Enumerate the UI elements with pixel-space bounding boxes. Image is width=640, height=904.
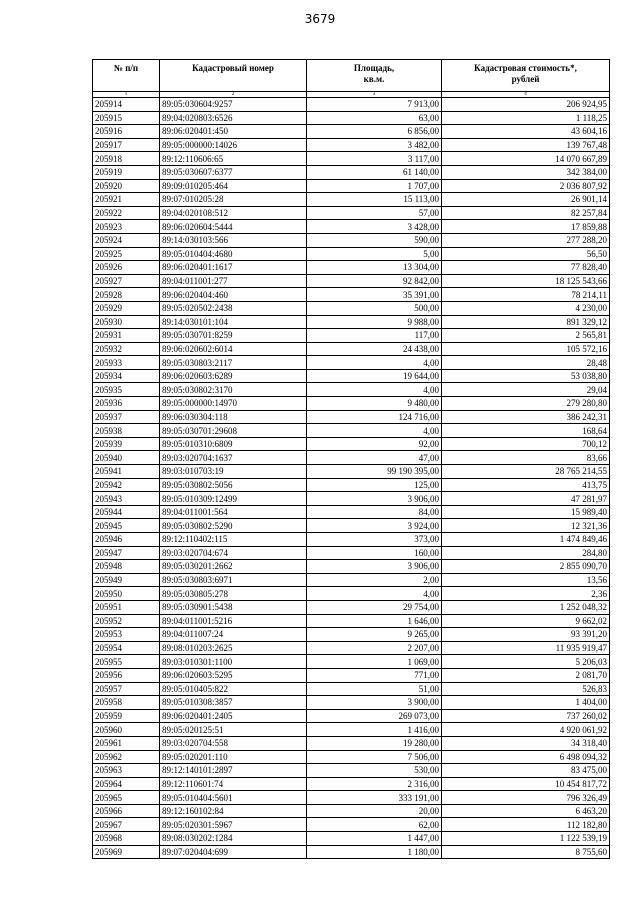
area-cell: 1 416,00 [307,723,442,737]
cadastral-number-cell: 89:09:010205:464 [160,179,307,193]
cost-cell: 77 828,40 [442,261,610,275]
table-row [93,791,610,805]
cadastral-number-cell: 89:05:010404:5601 [160,791,307,805]
cadastral-number-cell: 89:05:020502:2438 [160,301,307,315]
cadastral-number-cell: 89:04:011007:24 [160,628,307,642]
row-index-cell: 205956 [93,668,160,682]
row-index-cell: 205923 [93,220,160,234]
row-index-cell: 205965 [93,791,160,805]
row-index-cell: 205919 [93,165,160,179]
row-index-cell: 205944 [93,505,160,519]
table-row [93,573,610,587]
table-row [93,696,610,710]
area-cell: 4,00 [307,356,442,370]
area-cell: 51,00 [307,682,442,696]
area-cell: 3 428,00 [307,220,442,234]
table-row [93,614,610,628]
cost-cell: 105 572,16 [442,342,610,356]
cadastral-number-cell: 89:05:030803:2117 [160,356,307,370]
cadastral-number-cell: 89:04:011001:5216 [160,614,307,628]
page-number: 3679 [304,12,336,26]
row-index-cell: 205926 [93,261,160,275]
cadastral-number-cell: 89:03:020704:674 [160,546,307,560]
area-cell: 15 113,00 [307,193,442,207]
cadastral-number-cell: 89:05:010308:3857 [160,696,307,710]
row-index-cell: 205948 [93,560,160,574]
row-index-cell: 205935 [93,383,160,397]
cost-cell: 284,80 [442,546,610,560]
row-index-cell: 205940 [93,451,160,465]
cost-cell: 413,75 [442,478,610,492]
row-index-cell: 205966 [93,804,160,818]
row-index-cell: 205951 [93,600,160,614]
header-index-label: № п/п [113,63,139,73]
cost-cell: 56,50 [442,247,610,261]
cost-cell: 139 767,48 [442,138,610,152]
cost-cell: 737 260,02 [442,709,610,723]
table-row [93,668,610,682]
cadastral-number-cell: 89:06:020401:450 [160,125,307,139]
cost-cell: 2 036 807,92 [442,179,610,193]
cost-cell: 12 321,36 [442,519,610,533]
row-index-cell: 205964 [93,777,160,791]
row-index-cell: 205930 [93,315,160,329]
row-index-cell: 205932 [93,342,160,356]
row-index-cell: 205950 [93,587,160,601]
cadastral-number-cell: 89:12:110601:74 [160,777,307,791]
row-index-cell: 205955 [93,655,160,669]
row-index-cell: 205960 [93,723,160,737]
cadastral-number-cell: 89:05:030802:5056 [160,478,307,492]
row-index-cell: 205954 [93,641,160,655]
cadastral-number-cell: 89:05:030802:5290 [160,519,307,533]
area-cell: 771,00 [307,668,442,682]
cadastral-number-cell: 89:05:030604:9257 [160,98,307,112]
area-cell: 125,00 [307,478,442,492]
area-cell: 7 506,00 [307,750,442,764]
cost-cell: 891 329,12 [442,315,610,329]
row-index-cell: 205957 [93,682,160,696]
cost-cell: 29,04 [442,383,610,397]
row-index-cell: 205953 [93,628,160,642]
cadastral-number-cell: 89:12:160102:84 [160,804,307,818]
row-index-cell: 205968 [93,832,160,846]
row-index-cell: 205949 [93,573,160,587]
header-area: Площадь, кв.м. [307,60,442,92]
row-index-cell: 205925 [93,247,160,261]
table-row [93,600,610,614]
cost-cell: 11 935 919,47 [442,641,610,655]
row-index-cell: 205962 [93,750,160,764]
table-row [93,424,610,438]
area-cell: 3 906,00 [307,492,442,506]
cadastral-number-cell: 89:12:110606:65 [160,152,307,166]
cadastral-number-cell: 89:03:020704:558 [160,736,307,750]
cadastral-number-cell: 89:05:030607:6377 [160,165,307,179]
cadastral-number-cell: 89:05:010309:12499 [160,492,307,506]
row-index-cell: 205928 [93,288,160,302]
cadastral-number-cell: 89:05:030805:278 [160,587,307,601]
table-row [93,220,610,234]
row-index-cell: 205952 [93,614,160,628]
cadastral-number-cell: 89:05:000000:14026 [160,138,307,152]
table-row [93,655,610,669]
cost-cell: 168,64 [442,424,610,438]
column-number: 2 [160,92,307,98]
table-row [93,478,610,492]
row-index-cell: 205929 [93,301,160,315]
cost-cell: 83 475,00 [442,764,610,778]
table-row [93,261,610,275]
row-index-cell: 205939 [93,437,160,451]
table-row [93,301,610,315]
area-cell: 1 707,00 [307,179,442,193]
row-index-cell: 205920 [93,179,160,193]
cost-cell: 6 498 094,32 [442,750,610,764]
area-cell: 62,00 [307,818,442,832]
cadastral-number-cell: 89:06:020604:5444 [160,220,307,234]
area-cell: 99 190 395,00 [307,465,442,479]
row-index-cell: 205941 [93,465,160,479]
row-index-cell: 205961 [93,736,160,750]
cadastral-number-cell: 89:08:030202:1284 [160,832,307,846]
table-row [93,465,610,479]
table-row [93,383,610,397]
area-cell: 590,00 [307,233,442,247]
table-row [93,750,610,764]
table-row [93,138,610,152]
cadastral-number-cell: 89:06:020602:6014 [160,342,307,356]
table-row [93,533,610,547]
table-row [93,832,610,846]
cost-cell: 386 242,31 [442,410,610,424]
cost-cell: 15 989,40 [442,505,610,519]
row-index-cell: 205927 [93,274,160,288]
row-index-cell: 205938 [93,424,160,438]
cadastral-number-cell: 89:05:030201:2662 [160,560,307,574]
cadastral-number-cell: 89:06:030304:118 [160,410,307,424]
table-row [93,560,610,574]
table-row [93,342,610,356]
table-row [93,641,610,655]
cadastral-number-cell: 89:07:020404:699 [160,845,307,859]
area-cell: 61 140,00 [307,165,442,179]
row-index-cell: 205931 [93,329,160,343]
area-cell: 19 280,00 [307,736,442,750]
area-cell: 20,00 [307,804,442,818]
cadastral-number-cell: 89:06:020401:1617 [160,261,307,275]
row-index-cell: 205915 [93,111,160,125]
row-index-cell: 205946 [93,533,160,547]
cadastral-number-cell: 89:04:020803:6526 [160,111,307,125]
cost-cell: 8 755,60 [442,845,610,859]
cadastral-number-cell: 89:05:030802:3170 [160,383,307,397]
row-index-cell: 205914 [93,98,160,112]
row-index-cell: 205924 [93,233,160,247]
row-index-cell: 205942 [93,478,160,492]
row-index-cell: 205921 [93,193,160,207]
row-index-cell: 205917 [93,138,160,152]
row-index-cell: 205933 [93,356,160,370]
cost-cell: 526,83 [442,682,610,696]
table-row [93,111,610,125]
area-cell: 2 316,00 [307,777,442,791]
area-cell: 373,00 [307,533,442,547]
table-row [93,125,610,139]
cost-cell: 83,66 [442,451,610,465]
cadastral-number-cell: 89:05:010404:4680 [160,247,307,261]
area-cell: 2 207,00 [307,641,442,655]
cadastral-number-cell: 89:12:110402:115 [160,533,307,547]
row-index-cell: 205963 [93,764,160,778]
row-index-cell: 205916 [93,125,160,139]
area-cell: 1 447,00 [307,832,442,846]
table-row [93,804,610,818]
cost-cell: 112 182,80 [442,818,610,832]
row-index-cell: 205934 [93,369,160,383]
area-cell: 9 480,00 [307,397,442,411]
cadastral-number-cell: 89:07:010205:28 [160,193,307,207]
row-index-cell: 205936 [93,397,160,411]
header-cadastral-number [160,60,307,92]
table-row [93,165,610,179]
row-index-cell: 205967 [93,818,160,832]
table-body [93,98,610,859]
table-row [93,451,610,465]
header-cadastral-number-label: Кадастровый номер [192,63,274,73]
cost-cell: 2,36 [442,587,610,601]
area-cell: 1 180,00 [307,845,442,859]
cadastral-number-cell: 89:03:010301:1100 [160,655,307,669]
cost-cell: 53 038,80 [442,369,610,383]
cadastral-number-cell: 89:03:010703:19 [160,465,307,479]
column-number: 3 [307,92,442,98]
table-row [93,206,610,220]
cadastral-number-cell: 89:04:020108:512 [160,206,307,220]
cadastral-number-cell: 89:05:000000:14970 [160,397,307,411]
table-row [93,587,610,601]
table-row [93,98,610,112]
header-index [93,60,160,92]
table-row [93,193,610,207]
area-cell: 3 900,00 [307,696,442,710]
cadastral-number-cell: 89:05:020201:110 [160,750,307,764]
cadastral-number-cell: 89:05:030803:6971 [160,573,307,587]
cost-cell: 13,56 [442,573,610,587]
row-index-cell: 205943 [93,492,160,506]
table-row [93,777,610,791]
cost-cell: 2 855 090,70 [442,560,610,574]
row-index-cell: 205918 [93,152,160,166]
row-index-cell: 205937 [93,410,160,424]
cost-cell: 1 122 539,19 [442,832,610,846]
cost-cell: 2 081,70 [442,668,610,682]
cost-cell: 796 326,49 [442,791,610,805]
area-cell: 333 191,00 [307,791,442,805]
cost-cell: 1 252 048,32 [442,600,610,614]
cadastral-table [92,59,610,859]
header-row [93,60,610,92]
cost-cell: 34 318,40 [442,736,610,750]
cost-cell: 700,12 [442,437,610,451]
cadastral-number-cell: 89:06:020404:460 [160,288,307,302]
cadastral-number-cell: 89:04:011001:277 [160,274,307,288]
cost-cell: 10 454 817,72 [442,777,610,791]
table-row [93,437,610,451]
cost-cell: 5 206,03 [442,655,610,669]
table-row [93,519,610,533]
table-row [93,492,610,506]
cost-cell: 4 920 061,92 [442,723,610,737]
table-row [93,628,610,642]
area-cell: 4,00 [307,424,442,438]
table-row [93,818,610,832]
area-cell: 1 069,00 [307,655,442,669]
table-row [93,274,610,288]
row-index-cell: 205922 [93,206,160,220]
cadastral-number-cell: 89:08:010203:2625 [160,641,307,655]
cost-cell: 4 230,00 [442,301,610,315]
area-cell: 3 924,00 [307,519,442,533]
cadastral-number-cell: 89:05:030901:5438 [160,600,307,614]
cadastral-number-cell: 89:04:011001:564 [160,505,307,519]
table-row [93,682,610,696]
column-number: 1 [93,92,160,98]
table-row [93,233,610,247]
area-cell: 19 644,00 [307,369,442,383]
cadastral-number-cell: 89:05:010310:6809 [160,437,307,451]
cost-cell: 47 281,97 [442,492,610,506]
area-cell: 3 117,00 [307,152,442,166]
area-cell: 500,00 [307,301,442,315]
area-cell: 57,00 [307,206,442,220]
area-cell: 47,00 [307,451,442,465]
area-cell: 5,00 [307,247,442,261]
cost-cell: 93 391,20 [442,628,610,642]
area-cell: 29 754,00 [307,600,442,614]
cost-cell: 26 901,14 [442,193,610,207]
cadastral-number-cell: 89:14:030103:566 [160,233,307,247]
table-row [93,764,610,778]
cost-cell: 17 859,88 [442,220,610,234]
cadastral-number-cell: 89:05:020301:5967 [160,818,307,832]
area-cell: 160,00 [307,546,442,560]
row-index-cell: 205958 [93,696,160,710]
header-cadastral-cost: Кадастровая стоимость*, рублей [442,60,610,92]
table-row [93,410,610,424]
table-row [93,356,610,370]
table-row [93,709,610,723]
cadastral-number-cell: 89:06:020603:6289 [160,369,307,383]
table-row [93,736,610,750]
table-row [93,505,610,519]
area-cell: 84,00 [307,505,442,519]
area-cell: 92 842,00 [307,274,442,288]
table-row [93,397,610,411]
column-number: 4 [442,92,610,98]
cadastral-number-cell: 89:05:030701:8259 [160,329,307,343]
cost-cell: 43 604,16 [442,125,610,139]
cost-cell: 6 463,20 [442,804,610,818]
table-row [93,723,610,737]
cost-cell: 28,48 [442,356,610,370]
table-row [93,546,610,560]
area-cell: 9 988,00 [307,315,442,329]
area-cell: 530,00 [307,764,442,778]
row-index-cell: 205945 [93,519,160,533]
table-row [93,315,610,329]
table-row [93,179,610,193]
area-cell: 13 304,00 [307,261,442,275]
area-cell: 269 073,00 [307,709,442,723]
cadastral-number-cell: 89:03:020704:1637 [160,451,307,465]
area-cell: 3 482,00 [307,138,442,152]
cadastral-number-cell: 89:05:030701:29608 [160,424,307,438]
area-cell: 6 856,00 [307,125,442,139]
cost-cell: 18 125 543,66 [442,274,610,288]
cost-cell: 1 118,25 [442,111,610,125]
cost-cell: 28 765 214,55 [442,465,610,479]
area-cell: 124 716,00 [307,410,442,424]
cost-cell: 78 214,11 [442,288,610,302]
cost-cell: 206 924,95 [442,98,610,112]
cadastral-number-cell: 89:06:020401:2405 [160,709,307,723]
area-cell: 63,00 [307,111,442,125]
cost-cell: 279 280,80 [442,397,610,411]
area-cell: 117,00 [307,329,442,343]
cost-cell: 14 070 667,89 [442,152,610,166]
area-cell: 7 913,00 [307,98,442,112]
table-row [93,329,610,343]
table-row [93,247,610,261]
area-cell: 24 438,00 [307,342,442,356]
cost-cell: 1 404,00 [442,696,610,710]
cost-cell: 2 565,81 [442,329,610,343]
row-index-cell: 205947 [93,546,160,560]
cost-cell: 342 384,00 [442,165,610,179]
cadastral-number-cell: 89:06:020603:5295 [160,668,307,682]
cost-cell: 1 474 849,46 [442,533,610,547]
cost-cell: 82 257,84 [442,206,610,220]
area-cell: 1 646,00 [307,614,442,628]
row-index-cell: 205959 [93,709,160,723]
area-cell: 9 265,00 [307,628,442,642]
table-row [93,288,610,302]
table-row [93,845,610,859]
area-cell: 4,00 [307,587,442,601]
area-cell: 92,00 [307,437,442,451]
cadastral-number-cell: 89:05:020125:51 [160,723,307,737]
area-cell: 2,00 [307,573,442,587]
cadastral-number-cell: 89:12:140101:2897 [160,764,307,778]
cost-cell: 9 662,02 [442,614,610,628]
area-cell: 35 391,00 [307,288,442,302]
table-row [93,369,610,383]
row-index-cell: 205969 [93,845,160,859]
cadastral-number-cell: 89:14:030101:104 [160,315,307,329]
table-row [93,152,610,166]
cadastral-number-cell: 89:05:010405:822 [160,682,307,696]
area-cell: 4,00 [307,383,442,397]
area-cell: 3 906,00 [307,560,442,574]
cost-cell: 277 288,20 [442,233,610,247]
